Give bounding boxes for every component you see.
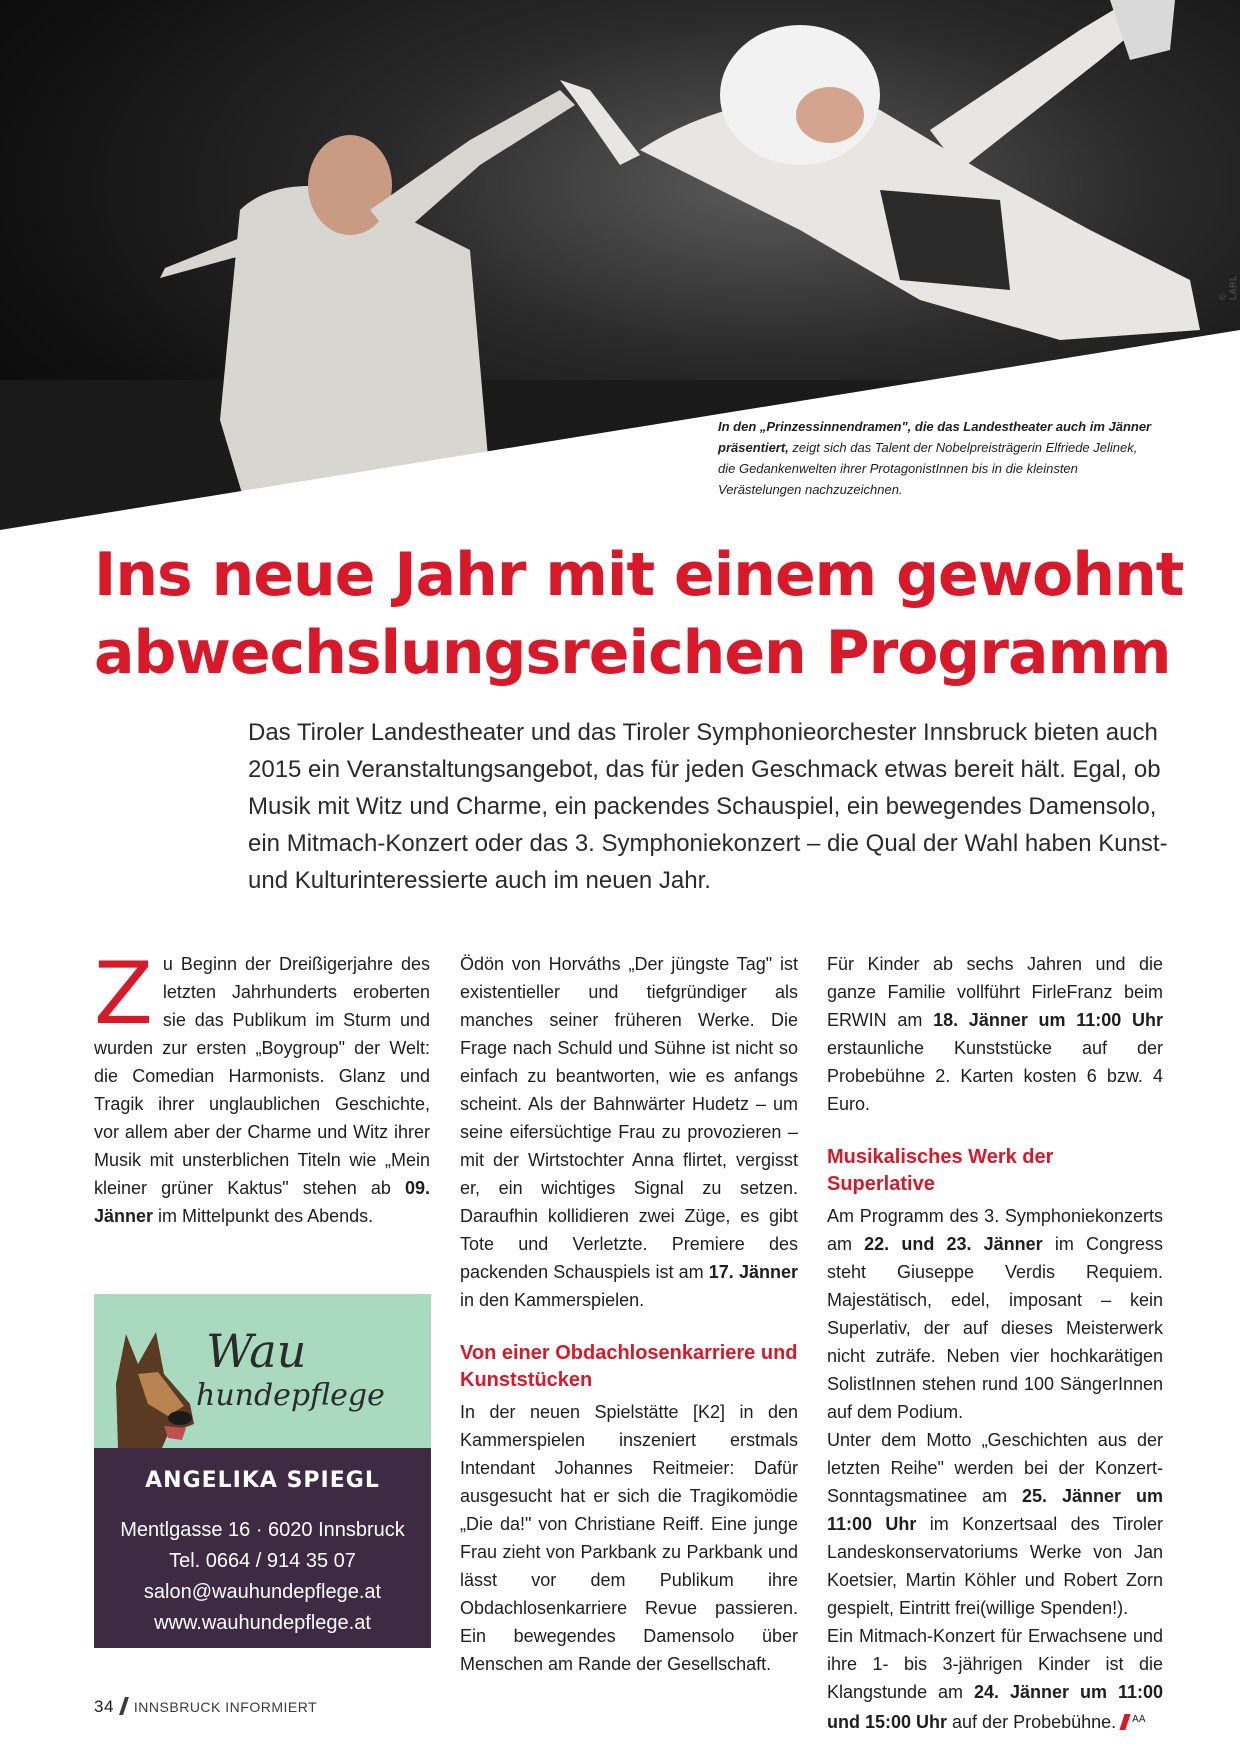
- dog-icon: [98, 1294, 208, 1448]
- ad-contact-area: [94, 1448, 431, 1648]
- advertisement-wauhundepflege: [94, 1294, 431, 1648]
- body-text: im Konzertsaal des Tiroler Landeskonservatoriums Werke von Jan Koetsier, Martin Köhler und Robert Zorn gespielt, Eintritt frei(willige Spenden!).: [827, 1514, 1163, 1618]
- author-initials: AA: [1132, 1714, 1146, 1725]
- body-text: auf der Probebühne.: [947, 1712, 1117, 1732]
- slash-icon: [119, 1697, 129, 1715]
- column2-paragraph-1: [460, 950, 798, 1314]
- ad-logo-word-wau: Wau: [206, 1324, 307, 1378]
- body-text: Ödön von Horváths „Der jüngste Tag" ist existentieller und tiefgründiger als manches seiner früheren Werke. Die Frage nach Schuld und Sühne ist nicht so einfach zu beantworten, wie es anfangs scheint. Als der Bahnwärter Hudetz – um seine eifersüchtige Frau zu provozieren – mit der Wirtstochter Anna flirtet, vergisst er, ein wichtiges Signal zu setzen. Daraufhin kollidieren zwei Züge, es gibt Tote und Verletzte. Premiere des packenden Schauspiels ist am: [460, 954, 798, 1282]
- date-highlight: 17. Jänner: [708, 1262, 798, 1282]
- subheading-superlative: Musikalisches Werk der Superlative: [827, 1146, 1054, 1195]
- article-column-1: [94, 944, 430, 1230]
- headline-line1: Ins neue Jahr mit einem gewohnt: [94, 540, 1184, 610]
- headline-line2: abwechslungsreichen Programm: [94, 618, 1171, 688]
- page-number: 34: [94, 1697, 114, 1716]
- ad-logo-area: [94, 1294, 431, 1448]
- column3-paragraph-3: [827, 1426, 1163, 1622]
- page-footer: [94, 1697, 317, 1717]
- hero-photo: [0, 0, 1240, 530]
- end-mark-icon: [1120, 1714, 1131, 1730]
- caption-bold-text: In den „Prinzessinnendramen", die das Landestheater auch im Jänner präsentiert,: [718, 419, 1152, 455]
- body-text: erstaunliche Kunststücke auf der Probebühne 2. Karten kosten 6 bzw. 4 Euro.: [827, 1038, 1163, 1114]
- ad-logo-word-hundepflege: hundepflege: [196, 1378, 385, 1413]
- body-text: Unter dem Motto „Geschichten aus der letzten Reihe" werden bei der Konzert-Sonntagsmatinee am: [827, 1430, 1163, 1506]
- date-highlight: 09. Jänner: [94, 1178, 430, 1226]
- column3-paragraph-2: [827, 1202, 1163, 1426]
- ad-address: Mentlgasse 16 · 6020 Innsbruck: [120, 1519, 405, 1541]
- photo-credit: © LARL: [1218, 275, 1238, 300]
- ad-website: www.wauhundepflege.at: [154, 1612, 371, 1634]
- article-column-3: [827, 950, 1163, 1736]
- drop-cap: Z: [94, 944, 153, 1044]
- publication-name: INNSBRUCK INFORMIERT: [133, 1699, 318, 1715]
- date-highlight: 24. Jänner um 11:00 und 15:00 Uhr: [827, 1682, 1163, 1732]
- column3-paragraph-4: [827, 1622, 1163, 1736]
- ad-email: salon@wauhundepflege.at: [143, 1581, 382, 1603]
- caption-text: zeigt sich das Talent der Nobelpreisträgerin Elfriede Jelinek, die Gedankenwelten ihrer ProtagonistInnen bis in die kleinsten Verästelungen nachzuzeichnen.: [718, 440, 1138, 497]
- column3-paragraph-1: [827, 950, 1163, 1118]
- ad-owner-name: ANGELIKA SPIEGL: [145, 1468, 380, 1493]
- headline: [94, 536, 1204, 692]
- body-text: im Mittelpunkt des Abends.: [153, 1206, 374, 1226]
- ad-phone: Tel. 0664 / 914 35 07: [169, 1550, 356, 1572]
- date-highlight: 25. Jänner um 11:00 Uhr: [827, 1486, 1163, 1534]
- body-text: Ein Mitmach-Konzert für Erwachsene und ihre 1- bis 3-jährigen Kinder ist die Klangstunde am: [827, 1626, 1163, 1702]
- body-text: u Beginn der Dreißigerjahre des letzten Jahrhunderts eroberten sie das Publikum im Sturm und wurden zur ersten „Boygroup" der Welt: die Comedian Harmonists. Glanz und Tragik ihrer unglaublichen Geschichte, vor allem aber der Charme und Witz ihrer Musik mit unsterblichen Titeln wie „Mein kleiner grüner Kaktus" stehen ab: [94, 954, 430, 1198]
- body-text: im Congress steht Giuseppe Verdis Requiem. Majestätisch, edel, imposant – kein Superlativ, der auf dieses Meisterwerk nicht zuträfe. Neben vier hochkarätigen SolistInnen stehen rund 100 SängerInnen auf dem Podium.: [827, 1234, 1163, 1422]
- column2-paragraph-2: In der neuen Spielstätte [K2] in den Kammerspielen inszeniert erstmals Intendant Johannes Reitmeier: Dafür ausgesucht hat er sich die Tragikomödie „Die da!" von Christiane Reiff. Eine junge Frau zieht von Parkbank zu Parkbank und lässt vor dem Publikum ihre Obdachlosenkarriere Revue passieren. Ein bewegendes Damensolo über Menschen am Rande der Gesellschaft.: [460, 1402, 798, 1674]
- body-text: in den Kammerspielen.: [460, 1290, 645, 1310]
- column1-paragraph: [94, 944, 430, 1230]
- body-text: Am Programm des 3. Symphoniekonzerts am: [827, 1206, 1163, 1254]
- lead-paragraph: Das Tiroler Landestheater und das Tiroler Symphonieorchester Innsbruck bieten auch 2015 ein Veranstaltungsangebot, das für jeden Geschmack etwas bereit hält. Egal, ob Musik mit Witz und Charme, ein packendes Schauspiel, ein bewegendes Damensolo, ein Mitmach-Konzert oder das 3. Symphoniekonzert – die Qual der Wahl haben Kunst- und Kulturinteressierte auch im neuen Jahr.: [248, 719, 1168, 894]
- body-text: Für Kinder ab sechs Jahren und die ganze Familie vollführt FirleFranz beim ERWIN am: [827, 954, 1163, 1030]
- date-highlight: 22. und 23. Jänner: [864, 1234, 1043, 1254]
- article-column-2: [460, 950, 798, 1678]
- subheading-obdachlosenkarriere: Von einer Obdachlosenkarriere und Kunststücken: [460, 1342, 798, 1391]
- date-highlight: 18. Jänner um 11:00 Uhr: [933, 1010, 1163, 1030]
- photo-caption: [718, 416, 1158, 500]
